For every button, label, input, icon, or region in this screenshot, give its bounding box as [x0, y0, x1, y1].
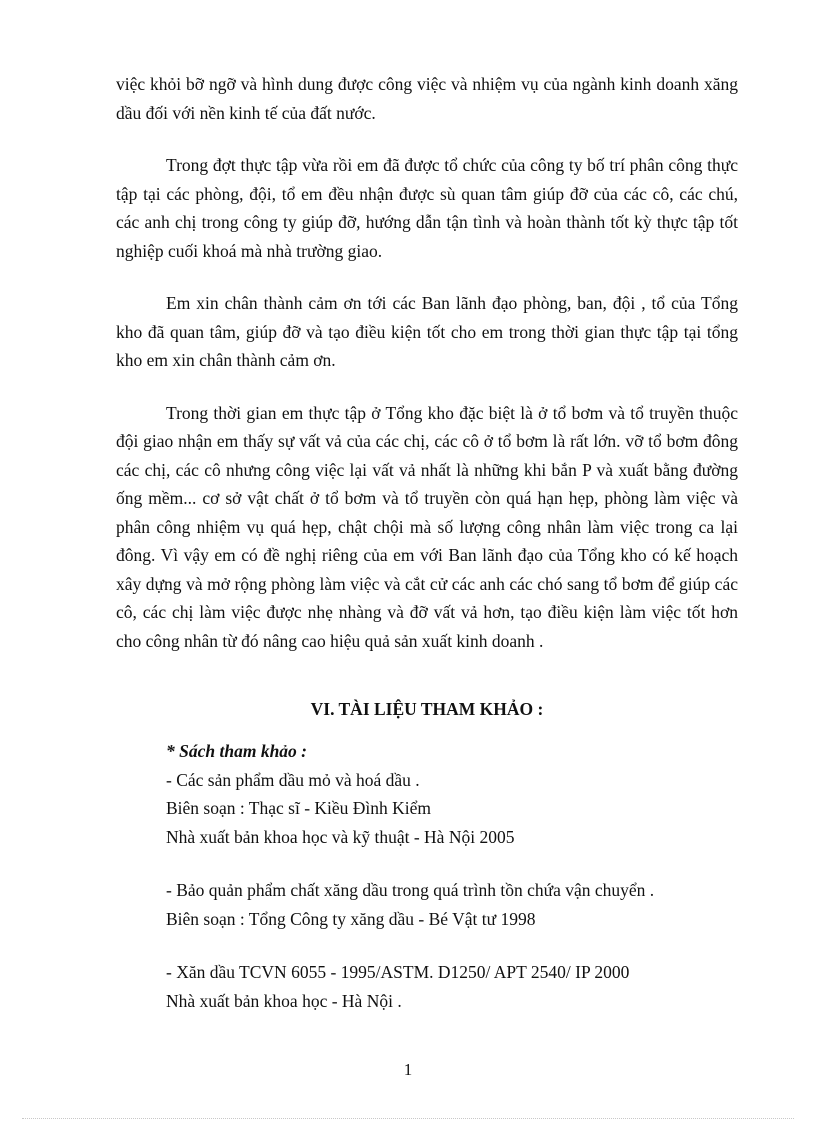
reference-3-publisher: Nhà xuất bản khoa học - Hà Nội .: [166, 990, 402, 1011]
reference-3-title: - Xăn dầu TCVN 6055 - 1995/ASTM. D1250/ APT 2540/ IP 2000: [166, 962, 630, 982]
body-paragraph-4: Trong thời gian em thực tập ở Tổng kho đặc biệt là ở tổ bơm và tổ truyền thuộc đội giao nhận em thấy sự vất vả của các chị, các cô ở tổ bơm là rất lớn. vỡ tổ bơm đông các chị, các cô nhưng công việc lại vất vả nhất là những khi bắn P và xuất bằng đường ống mềm... cơ sở vật chất ở tổ bơm và tổ truyền còn quá hạn hẹp, phòng làm việc và phân công nhiệm vụ quá hẹp, chật chội mà số lượng công nhân làm việc trong ca lại đông. Vì vậy em có đề nghị riêng của em với Ban lãnh đạo của Tổng kho có kế hoạch xây dựng và mở rộng phòng làm việc và cắt cử các anh các chó sang tổ bơm để giúp các cô, các chị làm việc được nhẹ nhàng và đỡ vất vả hơn, tạo điều kiện làm việc tốt hơn cho công nhân từ đó nâng cao hiệu quả sản xuất kinh doanh .: [116, 402, 738, 651]
body-paragraph-1: việc khỏi bỡ ngỡ và hình dung được công việc và nhiệm vụ của ngành kinh doanh xăng dầu đối với nền kinh tế của đất nước.: [116, 74, 738, 123]
references-heading: VI. TÀI LIỆU THAM KHẢO :: [310, 699, 544, 719]
page-number: 1: [403, 1060, 413, 1079]
body-paragraph-2: Trong đợt thực tập vừa rồi em đã được tổ chức của công ty bố trí phân công thực tập tại các phòng, đội, tổ em đều nhận được sù quan tâm giúp đỡ của các cô, các chú, các anh chị trong công ty giúp đỡ, hướng dẫn tận tình và hoàn thành tốt kỳ thực tập tốt nghiệp cuối khoá mà nhà trường giao.: [116, 155, 738, 261]
reference-1-author: Biên soạn : Thạc sĩ - Kiều Đình Kiểm: [166, 798, 432, 818]
body-paragraph-3: Em xin chân thành cảm ơn tới các Ban lãnh đạo phòng, ban, đội , tổ của Tổng kho đã quan tâm, giúp đỡ và tạo điều kiện tốt cho em trong thời gian thực tập tại tổng kho em xin chân thành cảm ơn.: [116, 293, 738, 370]
document-page: [116, 70, 738, 1015]
reference-1-title: - Các sản phẩm dầu mỏ và hoá dầu .: [166, 769, 420, 790]
reference-1-publisher: Nhà xuất bản khoa học và kỹ thuật - Hà Nội 2005: [166, 826, 515, 847]
reference-2-author: Biên soạn : Tổng Công ty xăng dầu - Bé Vật tư 1998: [166, 908, 536, 929]
page-bottom-divider: [22, 1118, 794, 1119]
references-list: [166, 737, 738, 1015]
reference-2-title: - Bảo quản phẩm chất xăng dầu trong quá trình tồn chứa vận chuyển .: [166, 880, 655, 900]
references-subheading: * Sách tham khảo :: [166, 741, 307, 761]
